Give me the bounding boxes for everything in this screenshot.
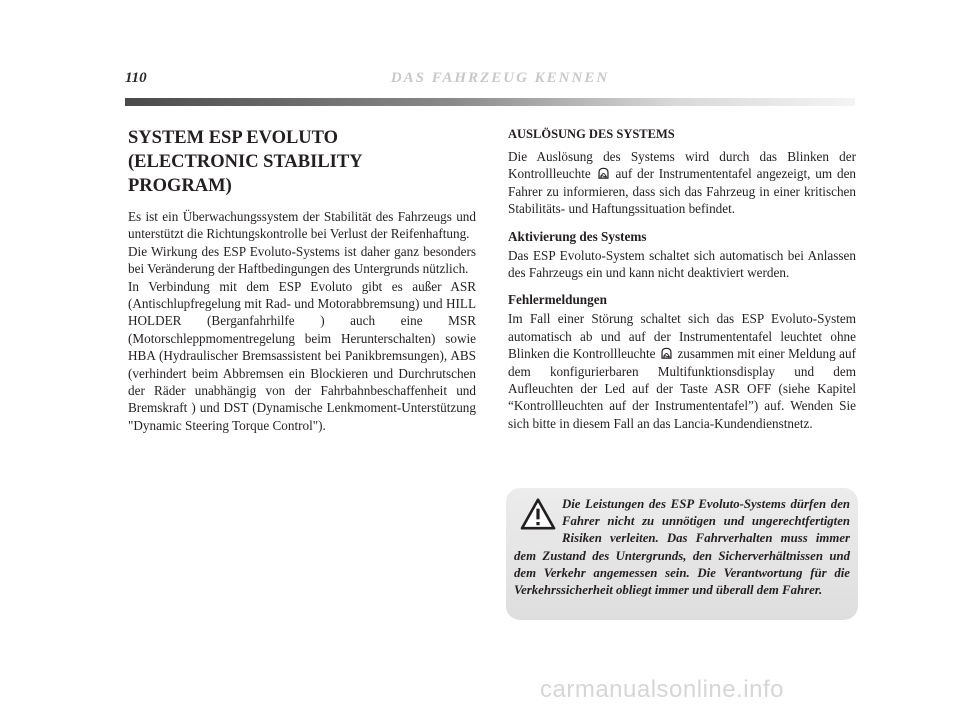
intro-paragraph: Es ist ein Überwachungssystem der Stabilität des Fahrzeugs und unterstützt die Richtungskontrolle bei Verlust der Reifenhaftung. — [128, 209, 476, 242]
page-header — [125, 70, 855, 106]
effect-paragraph: Die Wirkung des ESP Evoluto-Systems ist daher ganz besonders bei Veränderung der Haftbedingungen des Untergrunds nützlich. — [128, 243, 476, 277]
esp-warning-light-icon — [660, 347, 673, 360]
warning-text: Die Leistungen des ESP Evoluto-Systems dürfen den Fahrer nicht zu unnötigen und ungerechtfertigten Risiken verleiten. Das Fahrverhalten muss immer dem Zustand des Untergrunds, den Sicherverhältnissen und dem Verkehr angemessen sein. Die Verantwortung für die Verkehrssicherheit obliegt immer und überall dem Fahrer. — [514, 497, 850, 598]
right-column — [508, 126, 856, 432]
errors-text-a: Im Fall einer Störung schaltet sich das ESP Evoluto-System automatisch ab und auf der Instrumententafel leuchtet ohne Blinken die Kontrollleuchte — [508, 311, 856, 362]
page-number: 110 — [125, 70, 147, 86]
warning-box — [506, 488, 858, 620]
triggering-paragraph — [508, 148, 856, 218]
left-column — [128, 126, 476, 434]
triggering-text-b: auf der Instrumententafel angezeigt, um den Fahrer zu informieren, dass sich das Fahrzeug in einer kritischen Stabilitäts- und Haftungssituation befindet. — [508, 166, 857, 217]
errors-paragraph — [508, 310, 856, 432]
section-title — [128, 126, 476, 198]
title-line-3: PROGRAM) — [128, 176, 232, 196]
title-line-1: SYSTEM ESP EVOLUTO — [128, 128, 339, 148]
activation-paragraph: Das ESP Evoluto-System schaltet sich automatisch bei Anlassen des Fahrzeugs ein und kann nicht deaktiviert werden. — [508, 247, 856, 281]
watermark: carmanualsonline.info — [540, 676, 784, 703]
activation-heading: Aktivierung des Systems — [508, 228, 647, 244]
title-line-2: (ELECTRONIC STABILITY — [128, 152, 363, 172]
running-title: DAS FAHRZEUG KENNEN — [390, 70, 610, 86]
subsystems-paragraph: In Verbindung mit dem ESP Evoluto gibt es außer ASR (Antischlupfregelung mit Rad- und Motorabbremsung) und HILL HOLDER (Berganfahrhilfe ) auch eine MSR (Motorschleppmomentregelung beim Herunterschalten) sowie HBA (Hydraulischer Bremsassistent bei Panikbremsungen), ABS (verhindert beim Abbremsen ein Blockieren und Durchrutschen der Räder unabhängig von der Fahrbahnbeschaffenheit und Bremskraft ) und DST (Dynamische Lenkmoment-Unterstützung "Dynamic Steering Torque Control"). — [128, 278, 476, 433]
errors-text-b: zusammen mit einer Meldung auf dem konfigurierbaren Multifunktionsdisplay und dem Aufleuchten der Led auf der Taste ASR OFF (siehe Kapitel “Kontrollleuchten auf der Instrumententafel”) auf. Wenden Sie sich bitte in diesem Fall an das Lancia-Kundendienstnetz. — [508, 346, 857, 431]
triggering-heading: AUSLÖSUNG DES SYSTEMS — [508, 127, 675, 141]
errors-heading: Fehlermeldungen — [508, 292, 607, 308]
triggering-text-a: Die Auslösung des Systems wird durch das Blinken der Kontrollleuchte — [508, 149, 856, 182]
esp-warning-light-icon — [597, 167, 610, 180]
header-rule — [125, 98, 855, 106]
